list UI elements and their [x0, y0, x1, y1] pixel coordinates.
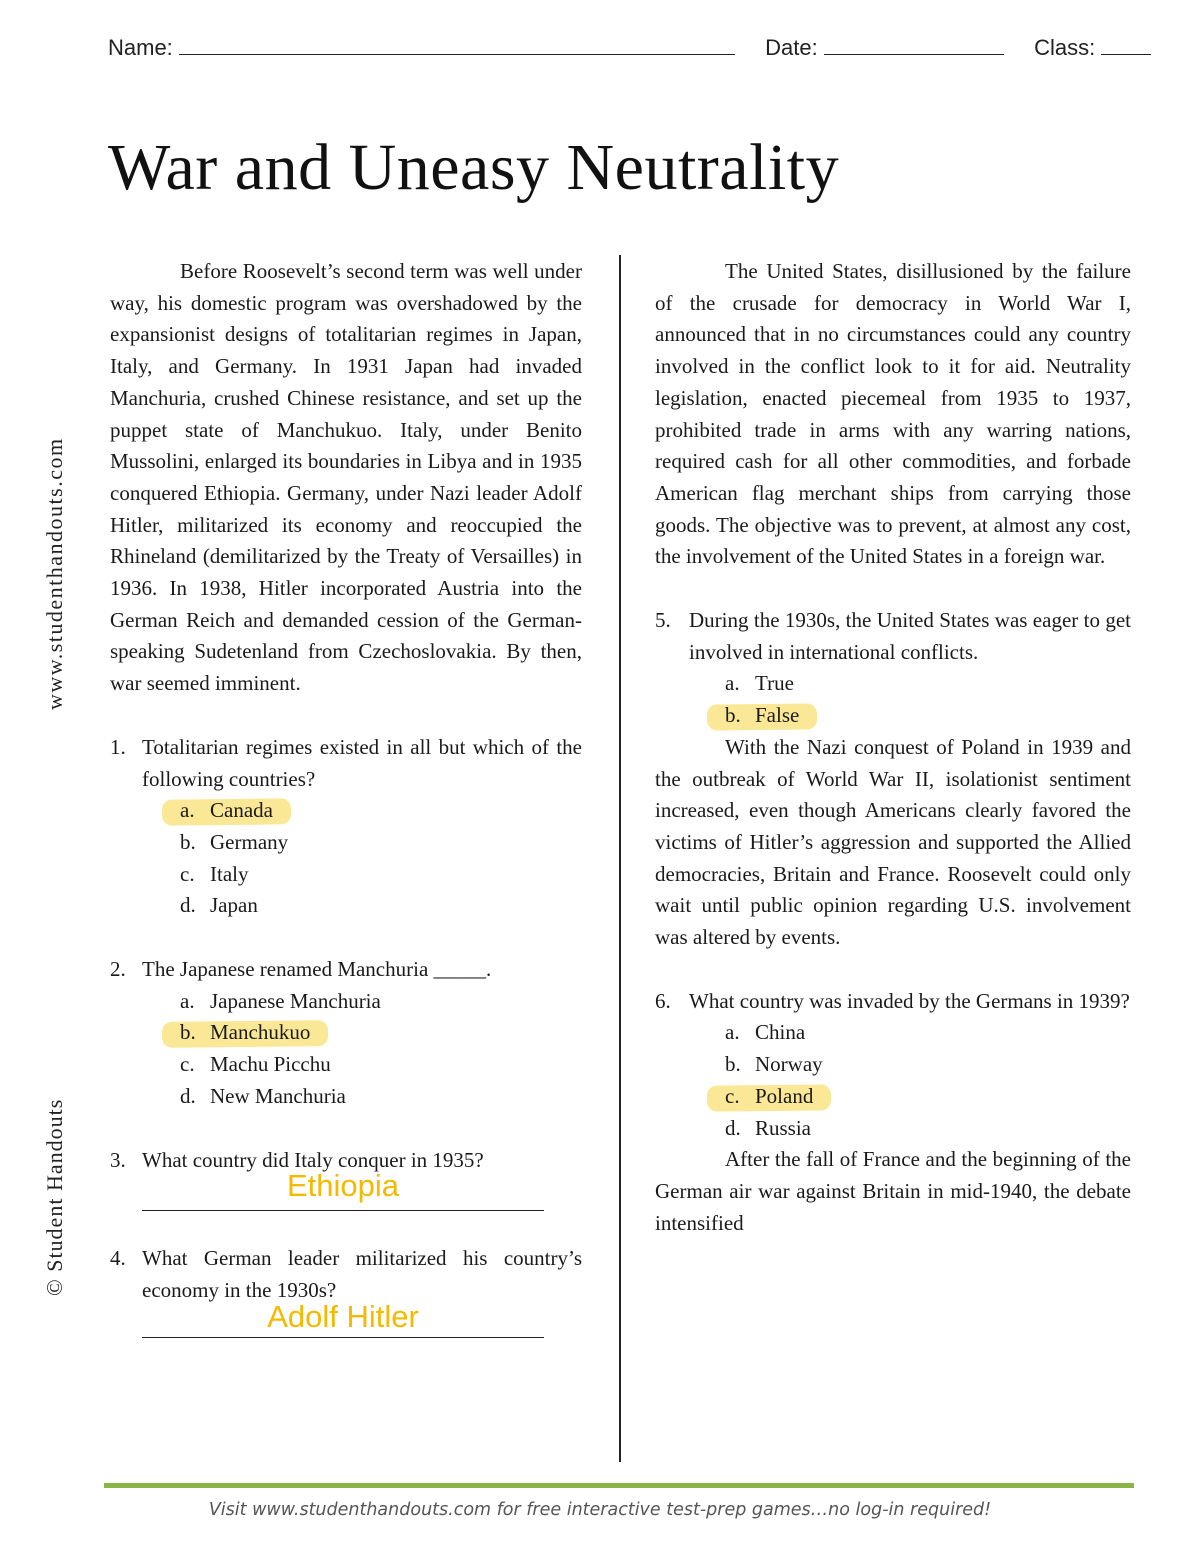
answer-option[interactable]: a. Japanese Manchuria	[180, 988, 381, 1013]
date-label: Date:	[765, 35, 818, 60]
answer-option[interactable]: d. New Manchuria	[180, 1083, 346, 1108]
answer-option[interactable]: c. Machu Picchu	[180, 1052, 331, 1077]
question-text: What country did Italy conquer in 1935?	[142, 1147, 484, 1172]
answer-option[interactable]: d. Russia	[725, 1115, 812, 1140]
answer-option[interactable]: b. Germany	[180, 829, 289, 854]
answer-option[interactable]: c. Italy	[180, 861, 249, 886]
question-number: 3.	[110, 1147, 126, 1172]
class-label: Class:	[1034, 35, 1096, 60]
poland-paragraph: With the Nazi conquest of Poland in 1939 and the outbreak of World War II, isolationist sentiment increased, even though Americans clearly favored the victims of Hitler’s aggression and supported the Allied democracies, Britain and France. Roosevelt could only wait until public opinion regarding U.S. involvement was altered by events.	[655, 734, 1131, 950]
footer-divider	[104, 1483, 1134, 1488]
question-1	[110, 732, 582, 922]
header	[108, 34, 1130, 61]
question-text: Totalitarian regimes existed in all but which of the following countries?	[142, 734, 582, 791]
class-field[interactable]	[1101, 34, 1151, 55]
question-number: 4.	[110, 1246, 126, 1271]
answer-option[interactable]: b. Norway	[725, 1052, 823, 1077]
handwritten-answer: Adolf Hitler	[267, 1298, 419, 1334]
name-field[interactable]	[179, 34, 735, 55]
answer-option-highlighted[interactable]: b. False	[725, 700, 799, 732]
answer-option[interactable]: d. Japan	[180, 893, 258, 918]
question-number: 6.	[655, 988, 671, 1013]
question-2	[110, 954, 582, 1113]
intro-paragraph: Before Roosevelt’s second term was well under way, his domestic program was overshadowed by the expansionist designs of totalitarian regimes in Japan, Italy, and Germany. In 1931 Japan had invaded Manchuria, crushed Chinese resistance, and set up the puppet state of Manchukuo. Italy, under Benito Mussolini, enlarged its boundaries in Libya and in 1935 conquered Ethiopia. Germany, under Nazi leader Adolf Hitler, militarized its economy and reoccupied the Rhineland (demilitarized by the Treaty of Versailles) in 1936. In 1938, Hitler incorporated Austria into the German Reich and demanded cession of the German-speaking Sudetenland from Czechoslovakia. By then, war seemed imminent.	[110, 259, 582, 696]
handwritten-answer: Ethiopia	[286, 1168, 400, 1204]
france-paragraph: After the fall of France and the beginning of the German air war against Britain in mid-1940, the debate intensified	[655, 1147, 1131, 1235]
page-title: War and Uneasy Neutrality	[108, 131, 840, 204]
question-text: What country was invaded by the Germans in 1939?	[689, 988, 1130, 1013]
question-number: 2.	[110, 957, 126, 982]
question-text: What German leader militarized his country’s economy in the 1930s?	[142, 1246, 582, 1302]
answer-option-highlighted[interactable]: c. Poland	[725, 1081, 813, 1113]
question-5	[655, 605, 1131, 732]
question-number: 1.	[110, 734, 126, 759]
sidebar-url: www.studenthandouts.com	[42, 437, 67, 710]
date-field[interactable]	[824, 34, 1004, 55]
footer-text: Visit www.studenthandouts.com for free interactive test-prep games…no log-in required!	[208, 1500, 992, 1520]
answer-option[interactable]: a. China	[725, 1020, 806, 1045]
question-number: 5.	[655, 608, 671, 633]
question-text: During the 1930s, the United States was eager to get involved in international conflicts.	[689, 608, 1131, 664]
right-column	[655, 256, 1131, 1239]
answer-option-highlighted[interactable]: b. Manchukuo	[180, 1017, 310, 1049]
answer-option[interactable]: a. True	[725, 671, 794, 696]
name-label: Name:	[108, 35, 173, 60]
column-divider	[619, 255, 621, 1462]
question-6	[655, 986, 1131, 1145]
answer-blank[interactable]	[142, 1168, 544, 1211]
answer-option-highlighted[interactable]: a. Canada	[180, 795, 273, 827]
neutrality-paragraph: The United States, disillusioned by the failure of the crusade for democracy in World War I, announced that in no circumstances could any country involved in the conflict look to it for aid. Neutrality legislation, enacted piecemeal from 1935 to 1937, prohibited trade in arms with any warring nations, required cash for all other commodities, and forbade American flag merchant ships from carrying those goods. The objective was to prevent, at almost any cost, the involvement of the United States in a foreign war.	[655, 259, 1131, 569]
question-text: The Japanese renamed Manchuria _____.	[142, 957, 492, 982]
answer-blank[interactable]	[142, 1298, 544, 1338]
left-column	[110, 256, 582, 1338]
question-4	[110, 1243, 582, 1337]
question-3	[110, 1145, 582, 1212]
sidebar-copyright: © Student Handouts	[42, 1098, 67, 1296]
